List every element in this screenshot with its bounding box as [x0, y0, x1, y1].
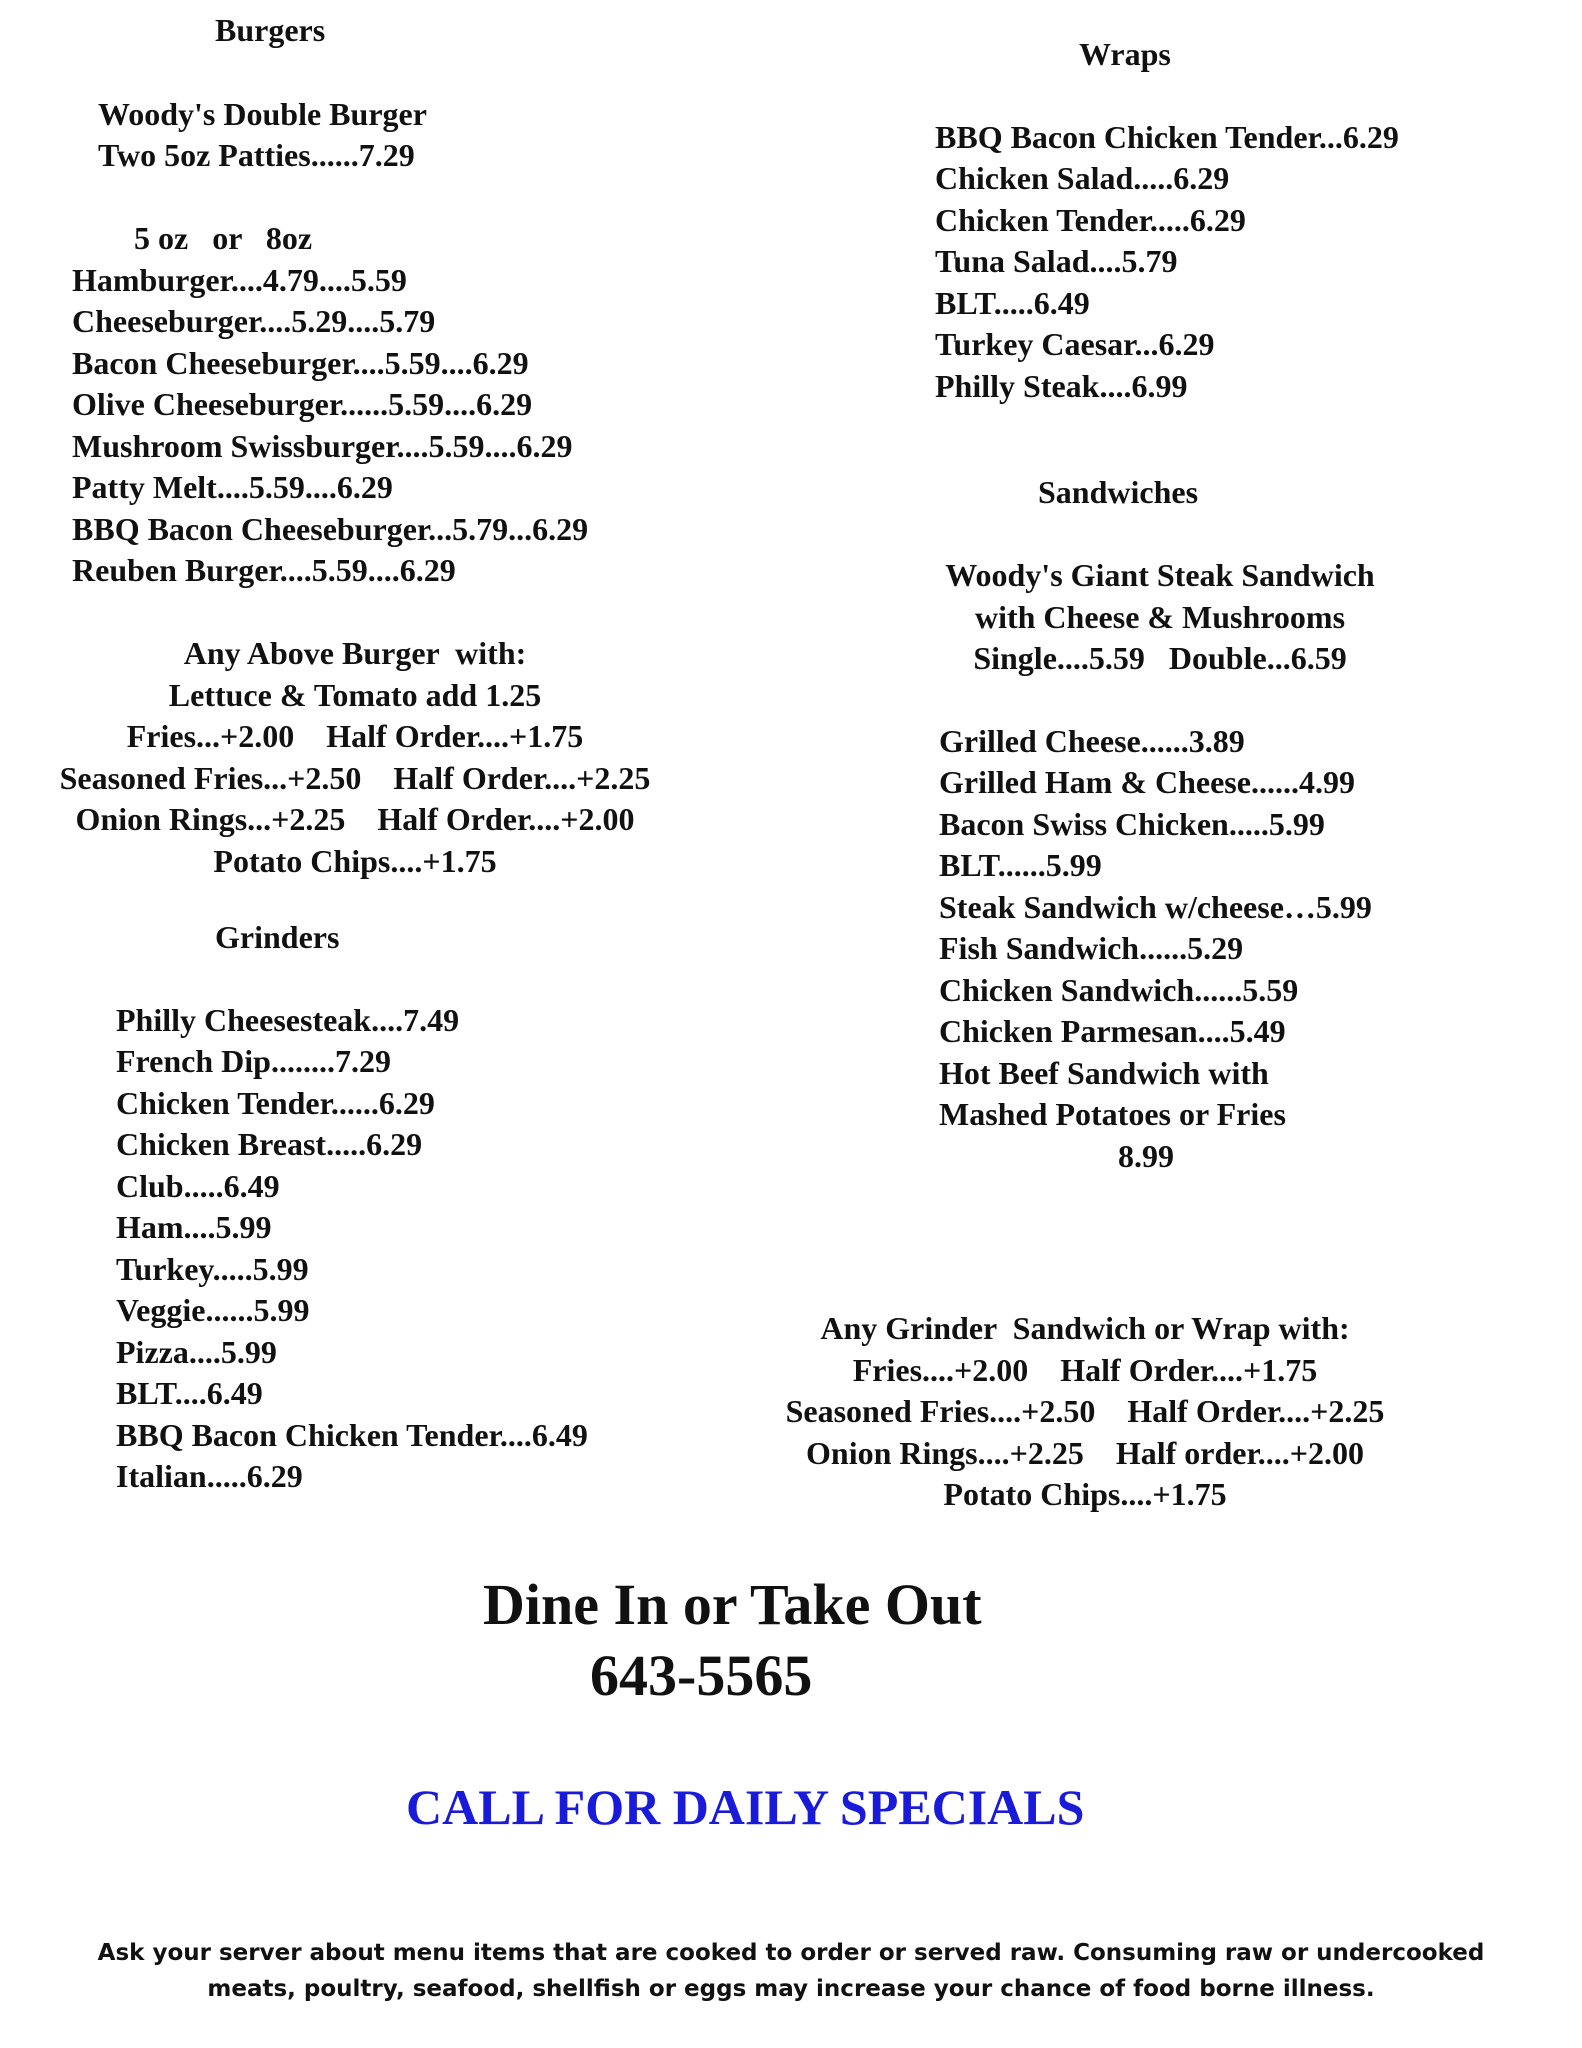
wrap-item: Turkey Caesar...6.29 [935, 326, 1215, 362]
disclaimer-line: Ask your server about menu items that are cooked to order or served raw. Consuming raw or undercooked [97, 1940, 1485, 1966]
giant-steak-line: Woody's Giant Steak Sandwich [945, 557, 1375, 593]
wrap-item: Chicken Tender.....6.29 [935, 202, 1246, 238]
grinder-item: BLT....6.49 [116, 1375, 263, 1411]
grinder-addon-line: Seasoned Fries....+2.50 Half Order....+2.25 [785, 1393, 1385, 1429]
sandwich-item: Hot Beef Sandwich with [939, 1055, 1269, 1091]
grinder-item: Italian.....6.29 [116, 1458, 303, 1494]
burger-item: Mushroom Swissburger....5.59....6.29 [72, 428, 573, 464]
double-burger-desc: Two 5oz Patties......7.29 [98, 137, 415, 173]
grinder-addons [730, 1308, 1440, 1516]
grinder-addon-line: Fries....+2.00 Half Order....+1.75 [852, 1351, 1318, 1388]
grinder-item: French Dip........7.29 [116, 1043, 391, 1079]
burger-item: Olive Cheeseburger......5.59....6.29 [72, 386, 533, 422]
wrap-item: Tuna Salad....5.79 [935, 243, 1178, 279]
sandwich-item: Chicken Sandwich......5.59 [939, 972, 1299, 1008]
grinder-item: Veggie......5.99 [116, 1292, 310, 1328]
burger-item: Hamburger....4.79....5.59 [72, 262, 407, 298]
sandwich-item: Fish Sandwich......5.29 [939, 930, 1244, 966]
wraps-heading: Wraps [1079, 36, 1171, 72]
food-safety-disclaimer [20, 1935, 1562, 2007]
burger-addon-line: Fries...+2.00 Half Order....+1.75 [126, 718, 584, 754]
sandwiches-heading: Sandwiches [1038, 474, 1199, 510]
grinder-item: Turkey.....5.99 [116, 1251, 309, 1287]
sandwich-item: Mashed Potatoes or Fries [939, 1096, 1286, 1132]
burgers-heading: Burgers [215, 12, 326, 48]
burger-addon-line: Lettuce & Tomato add 1.25 [168, 676, 542, 713]
grinder-addon-line: Potato Chips....+1.75 [943, 1476, 1227, 1512]
sandwich-item: Steak Sandwich w/cheese…5.99 [939, 889, 1372, 925]
grinder-item: BBQ Bacon Chicken Tender....6.49 [116, 1417, 588, 1453]
grinder-item: Philly Cheesesteak....7.49 [116, 1002, 460, 1038]
dine-in-take-out: Dine In or Take Out [483, 1572, 982, 1637]
grinder-item: Club.....6.49 [116, 1168, 280, 1204]
sandwich-item: BLT......5.99 [939, 847, 1102, 883]
giant-steak-sandwich [880, 555, 1440, 680]
grinder-item: Chicken Tender......6.29 [116, 1085, 435, 1121]
burger-addon-line: Onion Rings...+2.25 Half Order....+2.00 [75, 801, 635, 837]
wrap-item: BLT.....6.49 [935, 285, 1090, 321]
burger-item: BBQ Bacon Cheeseburger...5.79...6.29 [72, 511, 589, 547]
burger-addon-line: Potato Chips....+1.75 [213, 842, 497, 879]
burger-item: Cheeseburger....5.29....5.79 [72, 303, 436, 339]
double-burger-name: Woody's Double Burger [98, 96, 427, 132]
grinders-heading: Grinders [215, 919, 340, 955]
burger-size-header: 5 oz or 8oz [134, 220, 313, 256]
sandwich-item: Grilled Ham & Cheese......4.99 [939, 764, 1355, 800]
sandwich-item: Chicken Parmesan....5.49 [939, 1013, 1286, 1049]
wrap-item: Philly Steak....6.99 [935, 368, 1188, 404]
burger-addons [30, 633, 680, 882]
burger-addon-line: Any Above Burger with: [183, 635, 527, 671]
wrap-item: BBQ Bacon Chicken Tender...6.29 [935, 119, 1399, 155]
sandwich-item: Bacon Swiss Chicken.....5.99 [939, 806, 1325, 842]
burger-addon-line: Seasoned Fries...+2.50 Half Order....+2.25 [59, 759, 651, 796]
burger-item: Patty Melt....5.59....6.29 [72, 469, 393, 505]
grinder-addon-line: Onion Rings....+2.25 Half order....+2.00 [806, 1434, 1364, 1471]
grinder-item: Ham....5.99 [116, 1209, 272, 1245]
giant-steak-line: Single....5.59 Double...6.59 [973, 640, 1347, 676]
giant-steak-line: with Cheese & Mushrooms [974, 598, 1346, 635]
grinder-addon-line: Any Grinder Sandwich or Wrap with: [820, 1310, 1350, 1346]
grinder-item: Pizza....5.99 [116, 1334, 277, 1370]
burger-item: Bacon Cheeseburger....5.59....6.29 [72, 345, 529, 381]
disclaimer-line: meats, poultry, seafood, shellfish or eggs may increase your chance of food borne illness. [207, 1976, 1375, 2002]
wrap-item: Chicken Salad.....6.29 [935, 160, 1230, 196]
burger-item: Reuben Burger....5.59....6.29 [72, 552, 456, 588]
grinder-item: Chicken Breast.....6.29 [116, 1126, 423, 1162]
phone-number: 643-5565 [590, 1643, 813, 1708]
daily-specials: CALL FOR DAILY SPECIALS [406, 1779, 1085, 1835]
hot-beef-price: 8.99 [1118, 1138, 1174, 1174]
sandwich-item: Grilled Cheese......3.89 [939, 723, 1245, 759]
